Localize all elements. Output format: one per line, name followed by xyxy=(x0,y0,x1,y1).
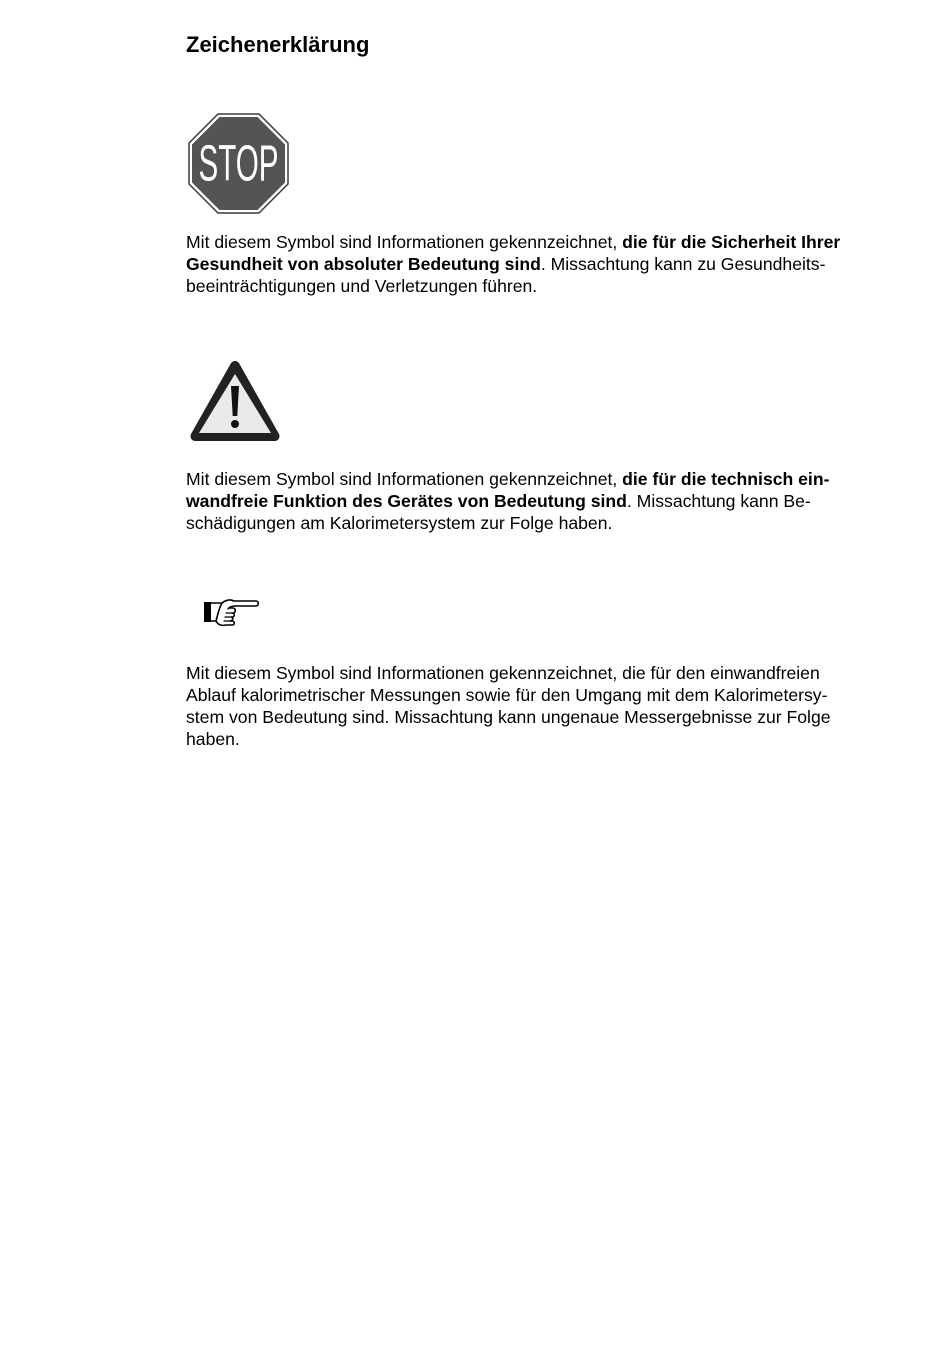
text-line: Mit diesem Symbol sind Informationen gekennzeichnet, die für die Sicherheit Ihrer xyxy=(186,232,841,252)
text-line: stem von Bedeutung sind. Missachtung kann ungenaue Messergebnisse zur Folge xyxy=(186,707,831,727)
stop-description xyxy=(186,231,890,297)
text-line: Ablauf kalorimetrischer Messungen sowie für den Umgang mit dem Kalorimetersy- xyxy=(186,685,828,705)
text-line: haben. xyxy=(186,729,240,749)
warning-triangle-icon xyxy=(188,358,282,444)
text-line: schädigungen am Kalorimetersystem zur Folge haben. xyxy=(186,513,613,533)
text-line: Mit diesem Symbol sind Informationen gekennzeichnet, die für den einwandfreien xyxy=(186,663,820,683)
text-line: Mit diesem Symbol sind Informationen gekennzeichnet, die für die technisch ein- xyxy=(186,469,830,489)
text-line: beeinträchtigungen und Verletzungen führen. xyxy=(186,276,538,296)
warning-description xyxy=(186,468,890,534)
page-title: Zeichenerklärung xyxy=(186,32,370,57)
text-line: Gesundheit von absoluter Bedeutung sind. Missachtung kann zu Gesundheits- xyxy=(186,254,826,274)
pointing-hand-icon xyxy=(202,596,260,630)
stop-sign-icon xyxy=(188,113,289,214)
hint-description xyxy=(186,662,890,750)
stop-sign-text: STOP xyxy=(198,135,279,193)
text-line: wandfreie Funktion des Gerätes von Bedeutung sind. Missachtung kann Be- xyxy=(186,491,811,511)
